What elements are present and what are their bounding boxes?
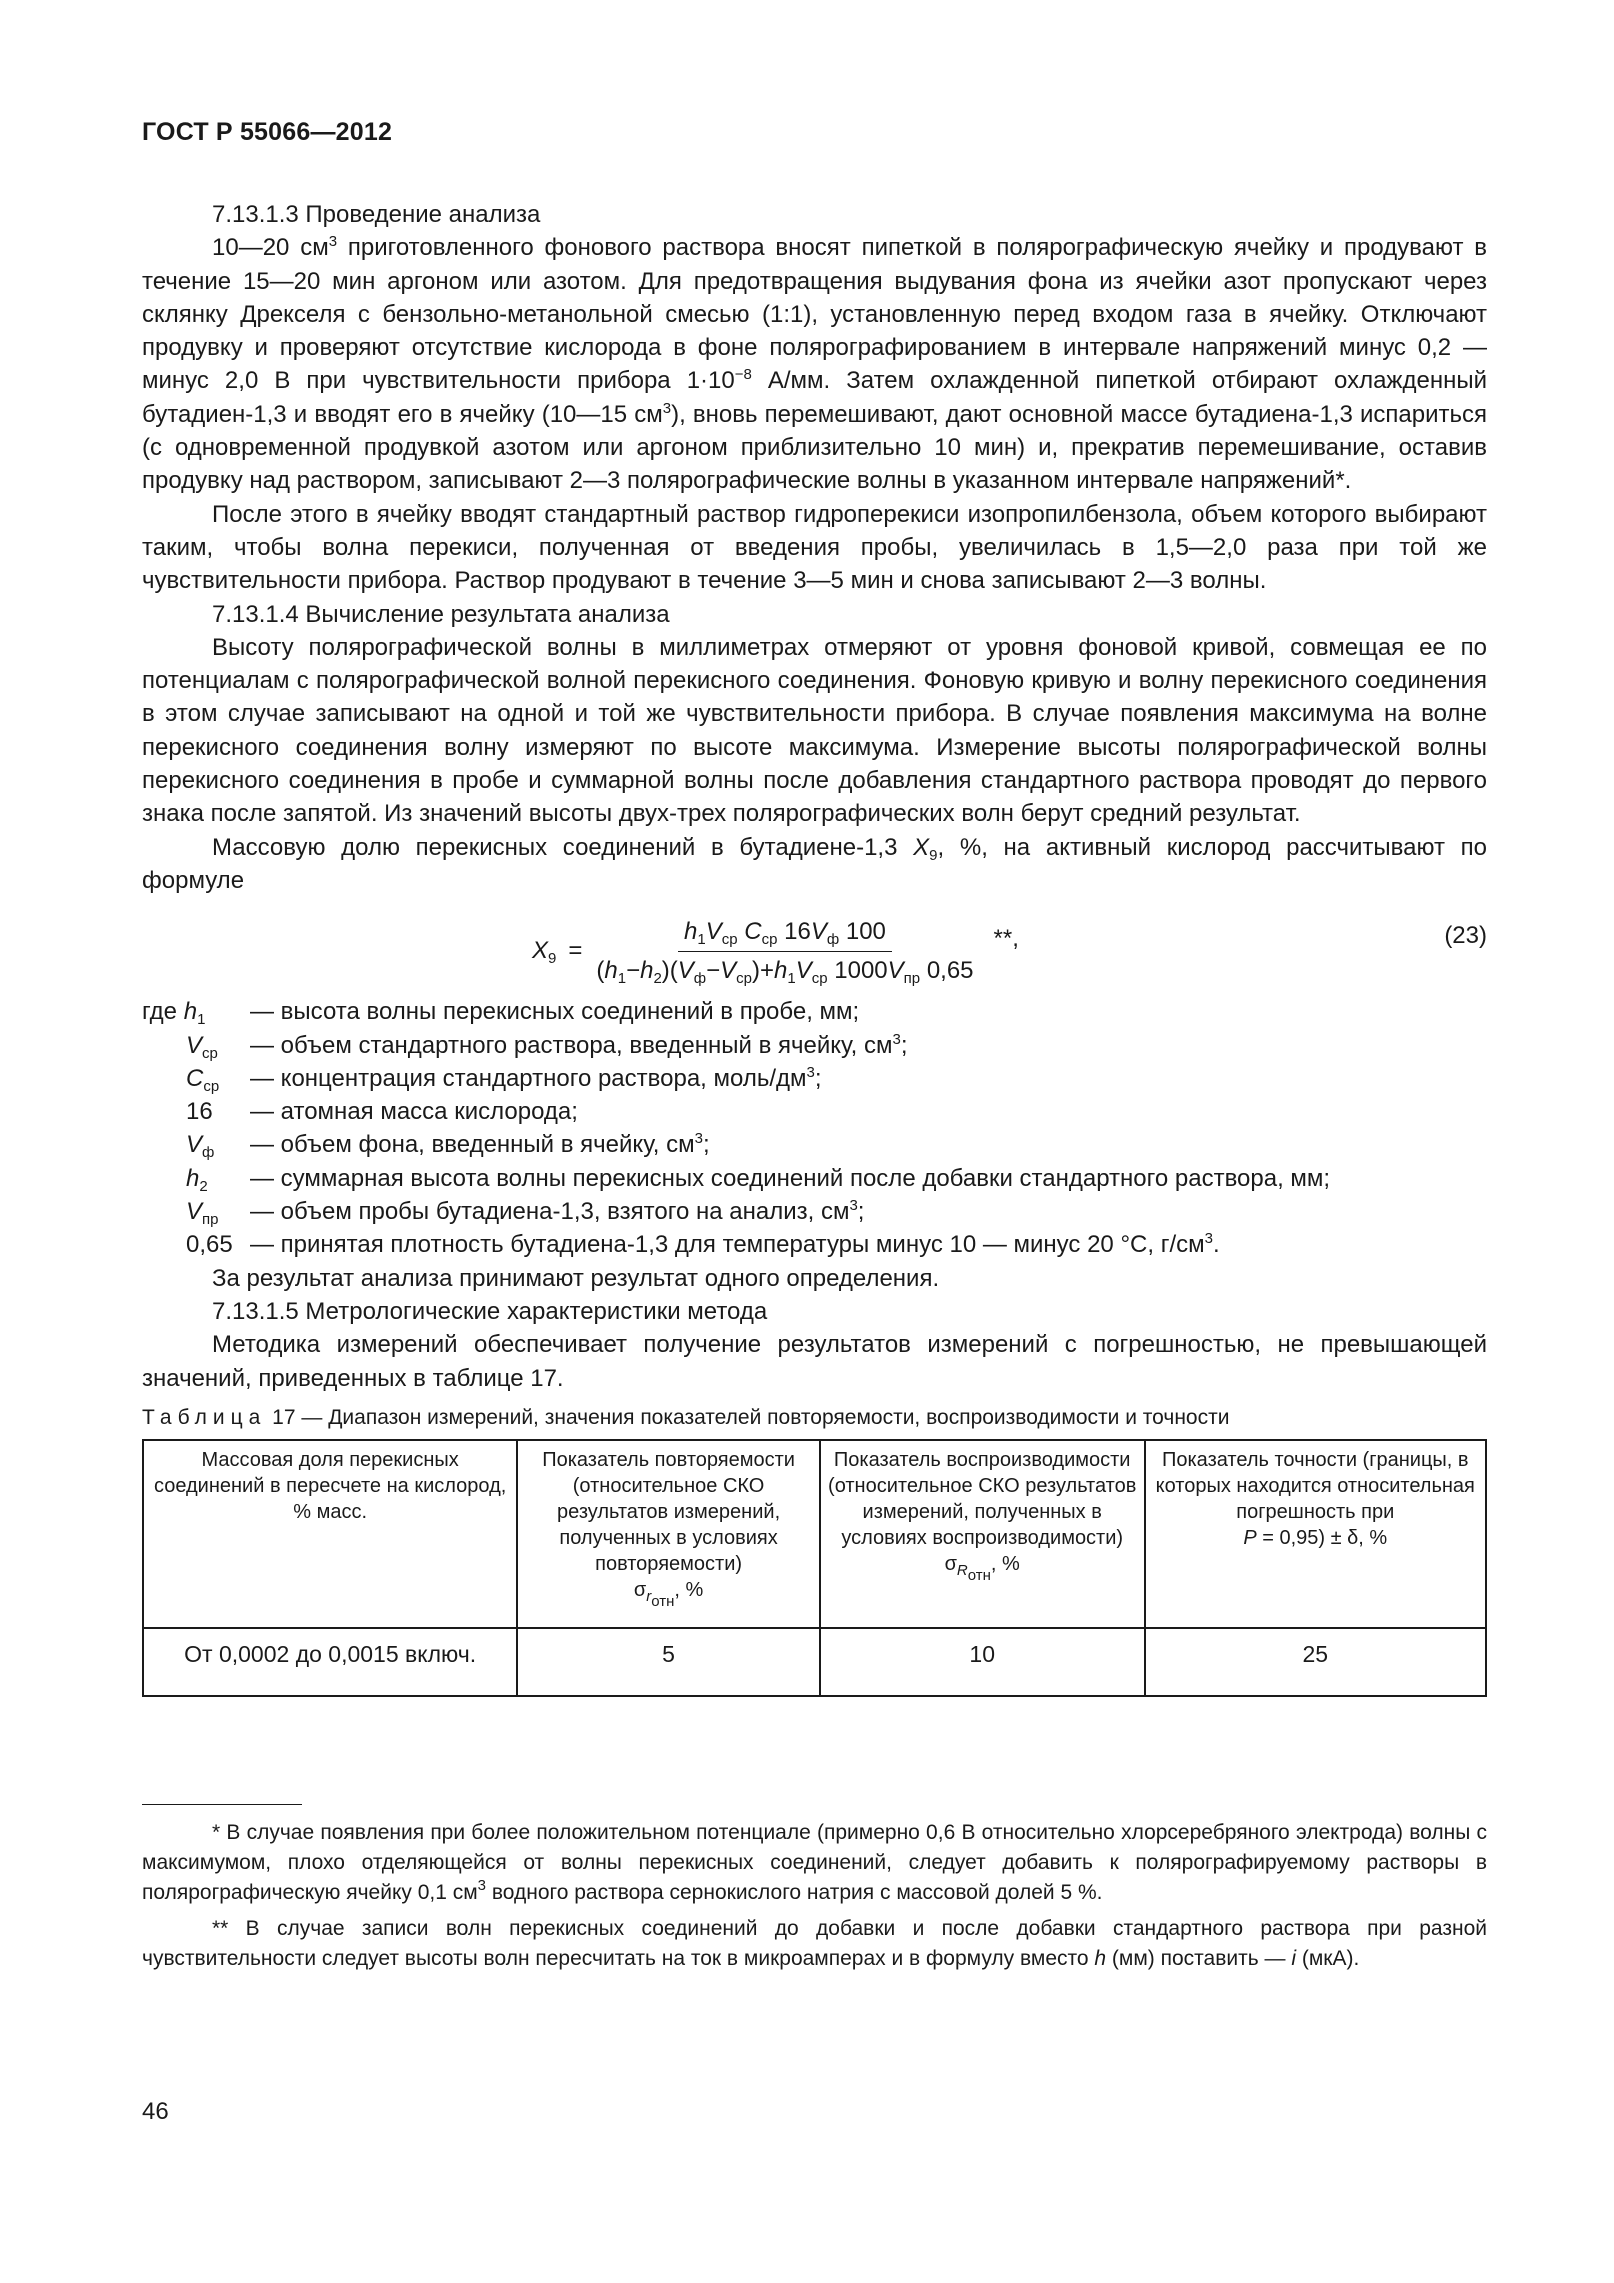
section-title-7-13-1-4: 7.13.1.4 Вычисление результата анализа — [212, 600, 670, 628]
footnotes — [142, 1818, 1487, 1980]
document-header: ГОСТ Р 55066—2012 — [142, 118, 393, 146]
variable-definitions — [142, 995, 1487, 1261]
variable-row: $V_{ср}$ — объем стандартного раствора, введенный в ячейку, $см^3$; — [186, 1030, 908, 1062]
paragraph-mass-fraction: Массовую долю перекисных соединений в бутадиене-1,3 $X_9$, %, на активный кислород рассчитывают по формуле — [142, 833, 1487, 894]
variable-row: 16 — атомная масса кислорода; — [186, 1098, 578, 1126]
footnote-1: * В случае появления при более положительном потенциале (примерно 0,6 В относительно хлорсеребряного электрода) волны с максимумом, плохо отделяющейся от волны перекисных соединений, следует добавить к полярографируемому растворы в полярографическую ячейку 0,1 $см^3$ водного раствора сернокислого натрия с массовой долей 5 %. — [142, 1821, 1487, 1904]
table-cell: 5 — [517, 1628, 820, 1696]
formula-expression: $X_9$ = $\frac{h_1V_{ср} C_{ср} 16V_ф 100}{(h_1-h_2)(V_ф-V_{ср})+h_1V_{ср} 1000V_{пр} 0,65}$ **, — [532, 915, 1019, 987]
paragraph-analysis-procedure: 10—20 $см^3$ приготовленного фонового раствора вносят пипеткой в полярографическую ячейку и продувают в течение 15—20 мин аргоном или азотом. Для предотвращения выдувания фона из ячейки азот пропускают через склянку Дрекселя с бензольно-метанольной смесью (1:1), установленную перед входом газа в ячейку. Отключают продувку и проверяют отсутствие кислорода в фоне полярографированием в интервале напряжений минус 0,2 — минус 2,0 В при чувствительности прибора $1\cdot 10^{-8}$ А/мм. Затем охлажденной пипеткой отбирают охлажденный бутадиен-1,3 и вводят его в ячейку (10—15 $см^3$), вновь перемешивают, дают основной массе бутадиена-1,3 испариться (с одновременной продувкой азотом или аргоном приблизительно 10 мин) и, прекратив перемешивание, оставив продувку над раствором, записывают 2—3 полярографические волны в указанном интервале напряжений*. — [142, 233, 1487, 495]
paragraph-standard-solution: После этого в ячейку вводят стандартный раствор гидроперекиси изопропилбензола, объем которого выбирают таким, чтобы волна перекиси, полученная от введения пробы, увеличилась в 1,5—2,0 раза при той же чувствительности прибора. Раствор продувают в течение 3—5 мин и снова записывают 2—3 волны. — [142, 500, 1487, 595]
table-cell: 25 — [1145, 1628, 1486, 1696]
table-17 — [142, 1439, 1487, 1697]
paragraph-metrology: Методика измерений обеспечивает получение результатов измерений с погрешностью, не превышающей значений, приведенных в таблице 17. — [142, 1331, 1487, 1392]
variable-row: $V_ф$ — объем фона, введенный в ячейку, $см^3$; — [186, 1130, 710, 1162]
variable-row: $C_{ср}$ — концентрация стандартного раствора, моль/$дм^3$; — [186, 1063, 822, 1095]
footnote-2: ** В случае записи волн перекисных соединений до добавки и после добавки стандартного раствора при разной чувствительности следует высоты волн пересчитать на ток в микроамперах и в формулу вместо h (мм) поставить — i (мкА). — [142, 1917, 1487, 1970]
table-cell: 10 — [820, 1628, 1145, 1696]
section-title-7-13-1-3: 7.13.1.3 Проведение анализа — [212, 201, 541, 228]
footnote-separator — [142, 1804, 302, 1805]
table-header-row — [143, 1440, 1486, 1628]
section-title-7-13-1-5: 7.13.1.5 Метрологические характеристики метода — [212, 1297, 768, 1325]
variable-row: $V_{пр}$ — объем пробы бутадиена-1,3, взятого на анализ, $см^3$; — [186, 1197, 865, 1229]
variable-row: где $h_1$ — высота волны перекисных соединений в пробе, мм; — [142, 998, 860, 1029]
table-header-cell: Показатель точности (границы, в которых находится относительная погрешность при P = 0,95) ± δ, % — [1145, 1440, 1486, 1628]
page-number: 46 — [142, 2098, 169, 2125]
formula-numerator: $h_1V_{ср}$ $C_{ср}$ $16V_ф$ 100 — [678, 915, 892, 951]
equation-number: (23) — [1444, 922, 1487, 950]
table-row — [143, 1628, 1486, 1696]
table-header-cell: Показатель повторяемости (относительное СКО результатов измерений, полученных в условиях повторяемости) $\sigma_{r_{отн}}$, % — [517, 1440, 820, 1628]
formula-fraction — [590, 915, 979, 987]
table-header-cell: Показатель воспроизводимости (относительное СКО результатов измерений, полученных в условиях воспроизводимости) $\sigma_{R_{отн}}$, % — [820, 1440, 1145, 1628]
formula-23 — [142, 907, 1487, 991]
table-header-cell: Массовая доля перекисных соединений в пересчете на кислород, % масс. — [143, 1440, 517, 1628]
variable-row: $h_2$ — суммарная высота волны перекисных соединений после добавки стандартного раствора, мм; — [186, 1164, 1331, 1195]
paragraph-result: За результат анализа принимают результат одного определения. — [212, 1264, 940, 1292]
document-body — [142, 198, 1487, 1697]
table-cell: От 0,0002 до 0,0015 включ. — [143, 1628, 517, 1696]
variable-row: 0,65 — принятая плотность бутадиена-1,3 для температуры минус 10 — минус 20 °С, $г/см^3$. — [186, 1230, 1220, 1259]
paragraph-wave-height: Высоту полярографической волны в миллиметрах отмеряют от уровня фоновой кривой, совмещая ее по потенциалам с полярографической волной перекисного соединения. Фоновую кривую и волну перекисного соединения в этом случае записывают на одной и той же чувствительности прибора. В случае появления максимума на волне перекисного соединения волну измеряют по высоте максимума. Измерение высоты полярографической волны перекисного соединения в пробе и суммарной волны после добавления стандартного раствора проводят до первого знака после запятой. Из значений высоты двух-трех полярографических волн берут средний результат. — [142, 633, 1487, 828]
table-caption: Таблица 17 — Диапазон измерений, значения показателей повторяемости, воспроизводимости и точности — [142, 1405, 1230, 1429]
formula-denominator: $(h_1-h_2)(V_ф-V_{ср})+h_1V_{ср}$ $1000V_{пр}$ 0,65 — [596, 956, 974, 987]
